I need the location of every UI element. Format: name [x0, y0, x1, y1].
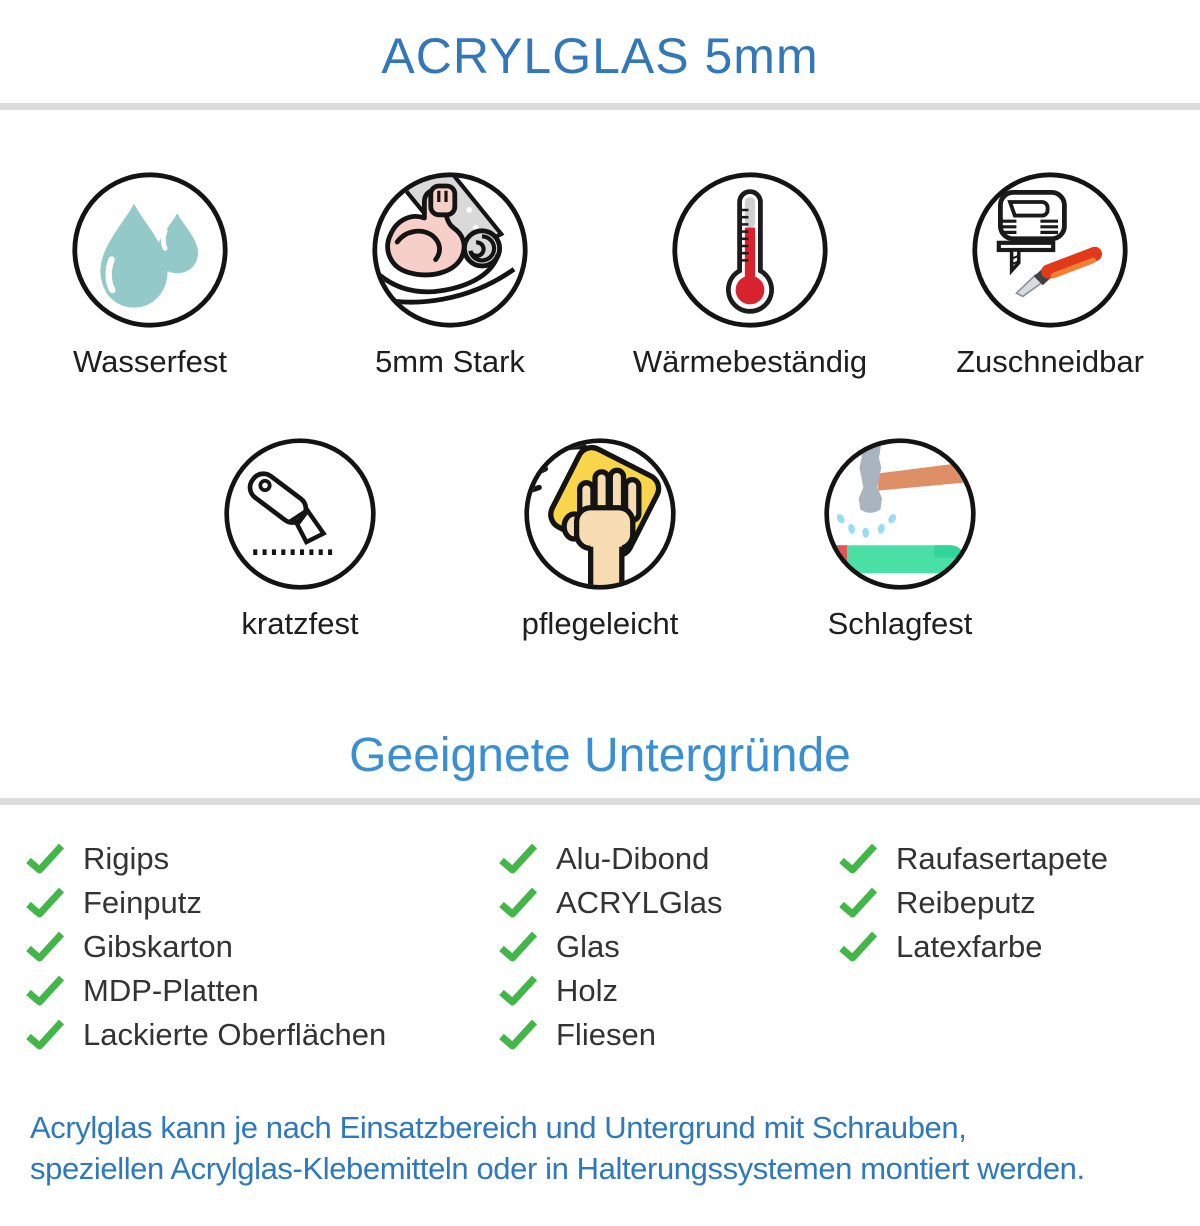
feature-zuschneidbar [900, 170, 1200, 380]
flexed-arm-icon [370, 170, 530, 330]
cleaning-hand-icon [522, 436, 678, 592]
list-item [25, 1013, 386, 1057]
surface-label: Rigips [83, 841, 170, 876]
surface-label: Fliesen [556, 1017, 656, 1052]
section-divider-middle [0, 798, 1200, 805]
check-icon [25, 974, 65, 1008]
surfaces-column-2 [498, 837, 723, 1057]
list-item [25, 925, 386, 969]
surfaces-column-3 [838, 837, 1108, 969]
surface-label: Feinputz [83, 885, 202, 920]
surface-label: Latexfarbe [896, 929, 1043, 964]
surface-label: Glas [556, 929, 620, 964]
list-item [498, 837, 723, 881]
surface-label: Reibeputz [896, 885, 1036, 920]
water-drops-icon [70, 170, 230, 330]
feature-label: 5mm Stark [375, 344, 525, 379]
check-icon [838, 842, 878, 876]
check-icon [498, 1018, 538, 1052]
thermometer-icon [670, 170, 830, 330]
check-icon [498, 842, 538, 876]
feature-label: pflegeleicht [521, 606, 679, 641]
feature-schlagfest [750, 436, 1050, 642]
check-icon [25, 930, 65, 964]
list-item [498, 1013, 723, 1057]
surfaces-column-1 [25, 837, 386, 1057]
section-divider-top [0, 103, 1200, 110]
page-title: ACRYLGLAS 5mm [381, 28, 819, 84]
surface-label: Raufasertapete [896, 841, 1108, 876]
feature-5mm-stark [300, 170, 600, 380]
surfaces-heading: Geeignete Untergründe [349, 729, 851, 782]
list-item [838, 925, 1108, 969]
list-item [25, 837, 386, 881]
list-item [838, 837, 1108, 881]
jigsaw-cutter-icon [970, 170, 1130, 330]
check-icon [498, 974, 538, 1008]
check-icon [25, 1018, 65, 1052]
mounting-note-line1: Acrylglas kann je nach Einsatzbereich und Untergrund mit Schrauben, [30, 1110, 967, 1145]
mounting-note [0, 1107, 1200, 1189]
feature-waermebestaendig [600, 170, 900, 380]
feature-label: kratzfest [241, 606, 359, 641]
list-item [25, 881, 386, 925]
surface-label: Alu-Dibond [556, 841, 710, 876]
list-item [498, 925, 723, 969]
list-item [838, 881, 1108, 925]
check-icon [498, 930, 538, 964]
surface-label: MDP-Platten [83, 973, 259, 1008]
box-cutter-icon [222, 436, 378, 592]
check-icon [838, 886, 878, 920]
surface-label: Lackierte Oberflächen [83, 1017, 387, 1052]
list-item [498, 881, 723, 925]
surface-label: Gibskarton [83, 929, 233, 964]
feature-label: Schlagfest [827, 606, 973, 641]
hammer-icon [822, 436, 978, 592]
surfaces-list [0, 837, 1200, 1061]
feature-label: Wasserfest [73, 344, 227, 379]
feature-row-1 [0, 170, 1200, 380]
feature-wasserfest [0, 170, 300, 380]
feature-pflegeleicht [450, 436, 750, 642]
feature-label: Wärmebeständig [632, 344, 868, 379]
feature-kratzfest [150, 436, 450, 642]
surface-label: ACRYLGlas [556, 885, 723, 920]
feature-row-2 [0, 436, 1200, 642]
check-icon [498, 886, 538, 920]
list-item [498, 969, 723, 1013]
mounting-note-line2: speziellen Acrylglas-Klebemitteln oder in Halterungssystemen montiert werden. [30, 1151, 1085, 1186]
surface-label: Holz [556, 973, 619, 1008]
check-icon [25, 842, 65, 876]
check-icon [25, 886, 65, 920]
list-item [25, 969, 386, 1013]
check-icon [838, 930, 878, 964]
feature-label: Zuschneidbar [956, 344, 1144, 379]
